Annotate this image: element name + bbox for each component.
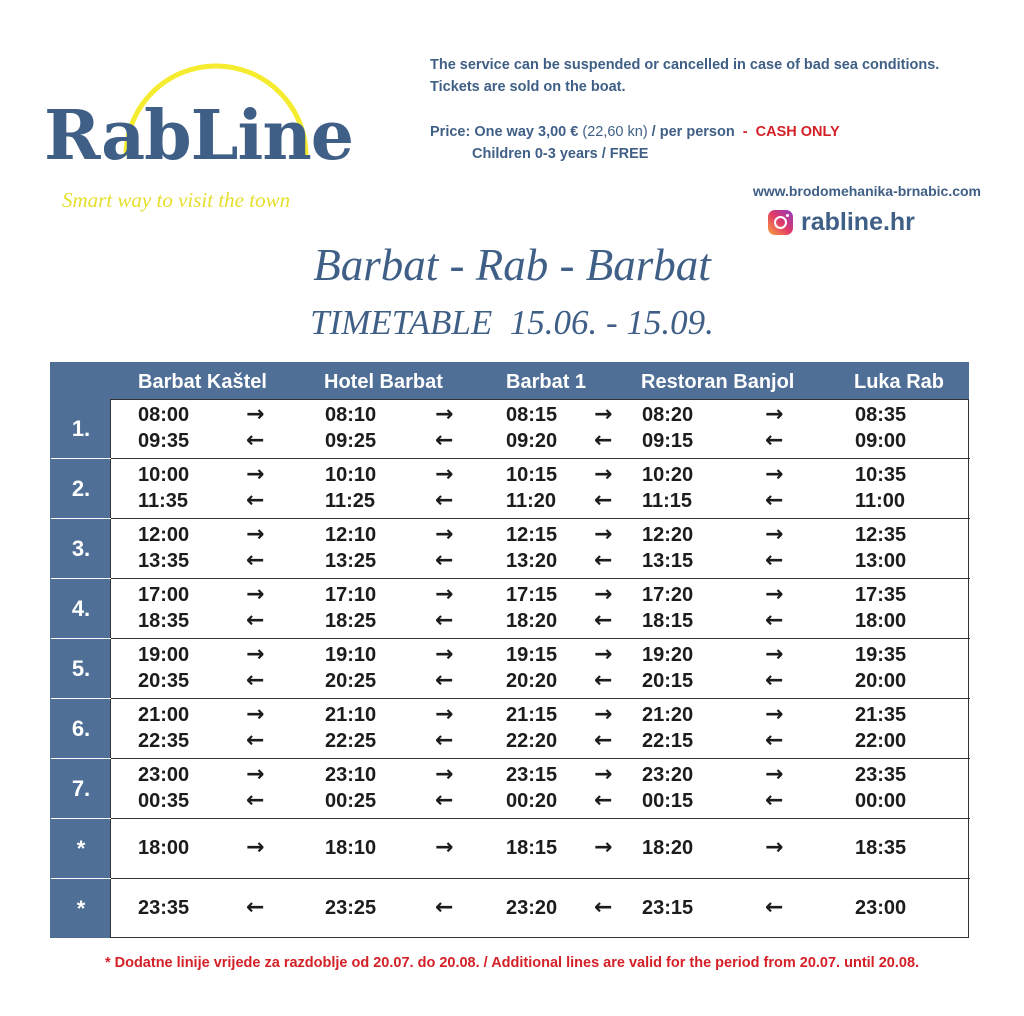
arrow-right-icon: → <box>765 401 784 427</box>
arrow-left-icon: ← <box>765 487 784 513</box>
return-time: 18:15 <box>642 609 694 632</box>
departure-time: 19:20 <box>642 643 694 666</box>
departure-time: 18:15 <box>506 836 558 859</box>
departure-time: 10:20 <box>642 463 694 486</box>
arrow-right-icon: → <box>765 461 784 487</box>
return-time: 00:25 <box>325 789 377 812</box>
departure-time: 23:15 <box>506 763 558 786</box>
arrow-left-icon: ← <box>246 787 265 813</box>
table-row <box>71 399 970 459</box>
arrow-right-icon: → <box>594 401 613 427</box>
departure-time: 19:00 <box>138 643 190 666</box>
return-time: 22:20 <box>506 729 558 752</box>
return-time: 09:20 <box>506 429 558 452</box>
arrow-right-icon: → <box>435 401 454 427</box>
departure-time: 12:10 <box>325 523 377 546</box>
departure-time: 21:20 <box>642 703 694 726</box>
return-time: 09:25 <box>325 429 377 452</box>
row-label: 6. <box>51 699 111 759</box>
return-time: 13:20 <box>506 549 558 572</box>
return-time: 13:15 <box>642 549 694 572</box>
timetable-header <box>50 362 969 399</box>
return-time: 11:25 <box>325 489 376 512</box>
departure-time: 21:35 <box>855 703 907 726</box>
service-info <box>430 54 1000 165</box>
timetable-subtitle: TIMETABLE 15.06. - 15.09. <box>310 303 714 342</box>
departure-time: 10:00 <box>138 463 190 486</box>
arrow-left-icon: ← <box>435 667 454 693</box>
arrow-right-icon: → <box>765 834 784 860</box>
row-label: 7. <box>51 759 111 819</box>
return-time: 23:25 <box>325 896 377 919</box>
arrow-right-icon: → <box>246 581 265 607</box>
table-row <box>76 879 970 939</box>
arrow-left-icon: ← <box>594 727 613 753</box>
departure-time: 12:15 <box>506 523 558 546</box>
arrow-left-icon: ← <box>765 894 784 920</box>
arrow-left-icon: ← <box>594 427 613 453</box>
table-row <box>71 759 970 819</box>
arrow-left-icon: ← <box>246 894 265 920</box>
return-time: 13:35 <box>138 549 190 572</box>
arrow-right-icon: → <box>765 581 784 607</box>
arrow-left-icon: ← <box>435 547 454 573</box>
arrow-left-icon: ← <box>594 787 613 813</box>
return-time: 23:35 <box>138 896 190 919</box>
return-time: 11:20 <box>506 489 557 512</box>
row-label: 2. <box>51 459 111 519</box>
info-children: Children 0-3 years / FREE <box>472 146 649 162</box>
arrow-left-icon: ← <box>765 727 784 753</box>
departure-time: 12:35 <box>855 523 907 546</box>
arrow-right-icon: → <box>594 581 613 607</box>
arrow-right-icon: → <box>594 834 613 860</box>
departure-time: 18:00 <box>138 836 190 859</box>
info-price: Price: One way 3,00 € (22,60 kn) / per person - CASH ONLY <box>430 124 840 140</box>
arrow-right-icon: → <box>594 641 613 667</box>
arrow-left-icon: ← <box>765 427 784 453</box>
arrow-left-icon: ← <box>435 894 454 920</box>
arrow-right-icon: → <box>435 701 454 727</box>
table-row <box>71 459 970 519</box>
arrow-right-icon: → <box>246 701 265 727</box>
departure-time: 21:10 <box>325 703 377 726</box>
table-row <box>71 519 970 579</box>
arrow-right-icon: → <box>594 521 613 547</box>
logo-wordmark: RabLine <box>44 96 354 176</box>
return-time: 22:15 <box>642 729 694 752</box>
arrow-right-icon: → <box>246 461 265 487</box>
table-row <box>76 819 970 879</box>
arrow-left-icon: ← <box>765 547 784 573</box>
return-time: 11:35 <box>138 489 189 512</box>
arrow-left-icon: ← <box>594 894 613 920</box>
return-time: 00:00 <box>855 789 907 812</box>
row-label: 4. <box>51 579 111 639</box>
return-time: 00:15 <box>642 789 694 812</box>
departure-time: 08:10 <box>325 403 377 426</box>
return-time: 09:00 <box>855 429 907 452</box>
return-time: 13:25 <box>325 549 377 572</box>
return-time: 22:00 <box>855 729 907 752</box>
departure-time: 18:10 <box>325 836 377 859</box>
return-time: 11:15 <box>642 489 693 512</box>
arrow-right-icon: → <box>765 641 784 667</box>
arrow-right-icon: → <box>765 701 784 727</box>
departure-time: 17:15 <box>506 583 558 606</box>
arrow-left-icon: ← <box>246 727 265 753</box>
departure-time: 08:00 <box>138 403 190 426</box>
departure-time: 18:35 <box>855 836 907 859</box>
arrow-left-icon: ← <box>435 787 454 813</box>
table-row <box>71 639 970 699</box>
departure-time: 08:15 <box>506 403 558 426</box>
departure-time: 12:20 <box>642 523 694 546</box>
column-header: Barbat Kaštel <box>138 371 267 393</box>
rabline-logo <box>40 40 380 220</box>
arrow-right-icon: → <box>246 521 265 547</box>
return-time: 20:20 <box>506 669 558 692</box>
departure-time: 08:35 <box>855 403 907 426</box>
departure-time: 17:35 <box>855 583 907 606</box>
arrow-left-icon: ← <box>246 547 265 573</box>
arrow-right-icon: → <box>435 581 454 607</box>
arrow-right-icon: → <box>246 641 265 667</box>
column-header: Restoran Banjol <box>641 371 795 393</box>
return-time: 11:00 <box>855 489 906 512</box>
instagram-handle: rabline.hr <box>801 208 915 236</box>
instagram-icon <box>768 210 793 235</box>
departure-time: 10:10 <box>325 463 377 486</box>
arrow-right-icon: → <box>435 834 454 860</box>
departure-time: 19:15 <box>506 643 558 666</box>
info-conditions: The service can be suspended or cancelled in case of bad sea conditions. <box>430 57 940 73</box>
route-title: Barbat - Rab - Barbat <box>313 240 711 290</box>
arrow-left-icon: ← <box>594 547 613 573</box>
column-header: Luka Rab <box>854 371 945 393</box>
row-label: 5. <box>51 639 111 699</box>
return-time: 18:00 <box>855 609 907 632</box>
column-header: Barbat 1 <box>506 371 587 393</box>
return-time: 20:00 <box>855 669 907 692</box>
row-label: 3. <box>51 519 111 579</box>
return-time: 23:20 <box>506 896 558 919</box>
return-time: 23:15 <box>642 896 694 919</box>
arrow-left-icon: ← <box>435 487 454 513</box>
table-row <box>71 579 970 639</box>
departure-time: 08:20 <box>642 403 694 426</box>
column-header: Hotel Barbat <box>324 371 443 393</box>
departure-time: 17:00 <box>138 583 190 606</box>
arrow-right-icon: → <box>435 761 454 787</box>
departure-time: 21:15 <box>506 703 558 726</box>
departure-time: 10:35 <box>855 463 907 486</box>
return-time: 09:35 <box>138 429 190 452</box>
return-time: 20:15 <box>642 669 694 692</box>
departure-time: 23:35 <box>855 763 907 786</box>
arrow-left-icon: ← <box>435 427 454 453</box>
arrow-left-icon: ← <box>765 667 784 693</box>
arrow-left-icon: ← <box>246 667 265 693</box>
arrow-right-icon: → <box>594 761 613 787</box>
timetable-body <box>71 399 969 938</box>
departure-time: 12:00 <box>138 523 190 546</box>
arrow-right-icon: → <box>246 401 265 427</box>
timetable <box>50 362 969 938</box>
arrow-left-icon: ← <box>246 607 265 633</box>
return-time: 18:20 <box>506 609 558 632</box>
logo-tagline: Smart way to visit the town <box>62 188 291 212</box>
departure-time: 17:20 <box>642 583 694 606</box>
arrow-right-icon: → <box>246 761 265 787</box>
return-time: 22:25 <box>325 729 377 752</box>
return-time: 23:00 <box>855 896 907 919</box>
arrow-right-icon: → <box>435 641 454 667</box>
arrow-right-icon: → <box>246 834 265 860</box>
departure-time: 19:10 <box>325 643 377 666</box>
arrow-right-icon: → <box>435 461 454 487</box>
arrow-left-icon: ← <box>435 607 454 633</box>
arrow-right-icon: → <box>594 701 613 727</box>
departure-time: 23:00 <box>138 763 190 786</box>
return-time: 20:25 <box>325 669 377 692</box>
row-label: * <box>51 819 111 879</box>
arrow-left-icon: ← <box>246 427 265 453</box>
row-label: 1. <box>51 399 111 459</box>
arrow-left-icon: ← <box>435 727 454 753</box>
row-label: * <box>76 895 86 921</box>
table-row <box>71 699 970 759</box>
arrow-right-icon: → <box>765 521 784 547</box>
return-time: 18:25 <box>325 609 377 632</box>
instagram-link[interactable] <box>768 208 915 237</box>
return-time: 22:35 <box>138 729 190 752</box>
return-time: 18:35 <box>138 609 190 632</box>
return-time: 20:35 <box>138 669 190 692</box>
arrow-left-icon: ← <box>594 607 613 633</box>
departure-time: 10:15 <box>506 463 558 486</box>
return-time: 09:15 <box>642 429 694 452</box>
departure-time: 19:35 <box>855 643 907 666</box>
arrow-right-icon: → <box>435 521 454 547</box>
website-link[interactable]: www.brodomehanika-brnabic.com <box>752 183 981 199</box>
arrow-left-icon: ← <box>594 667 613 693</box>
info-tickets: Tickets are sold on the boat. <box>430 79 626 95</box>
departure-time: 23:20 <box>642 763 694 786</box>
arrow-right-icon: → <box>765 761 784 787</box>
return-time: 00:35 <box>138 789 190 812</box>
arrow-left-icon: ← <box>765 787 784 813</box>
arrow-left-icon: ← <box>765 607 784 633</box>
arrow-left-icon: ← <box>594 487 613 513</box>
return-time: 13:00 <box>855 549 907 572</box>
footnote: * Dodatne linije vrijede za razdoblje od 20.07. do 20.08. / Additional lines are valid for the period from 20.07. until 20.08. <box>104 955 920 971</box>
departure-time: 18:20 <box>642 836 694 859</box>
departure-time: 21:00 <box>138 703 190 726</box>
return-time: 00:20 <box>506 789 558 812</box>
departure-time: 17:10 <box>325 583 377 606</box>
arrow-left-icon: ← <box>246 487 265 513</box>
departure-time: 23:10 <box>325 763 377 786</box>
arrow-right-icon: → <box>594 461 613 487</box>
